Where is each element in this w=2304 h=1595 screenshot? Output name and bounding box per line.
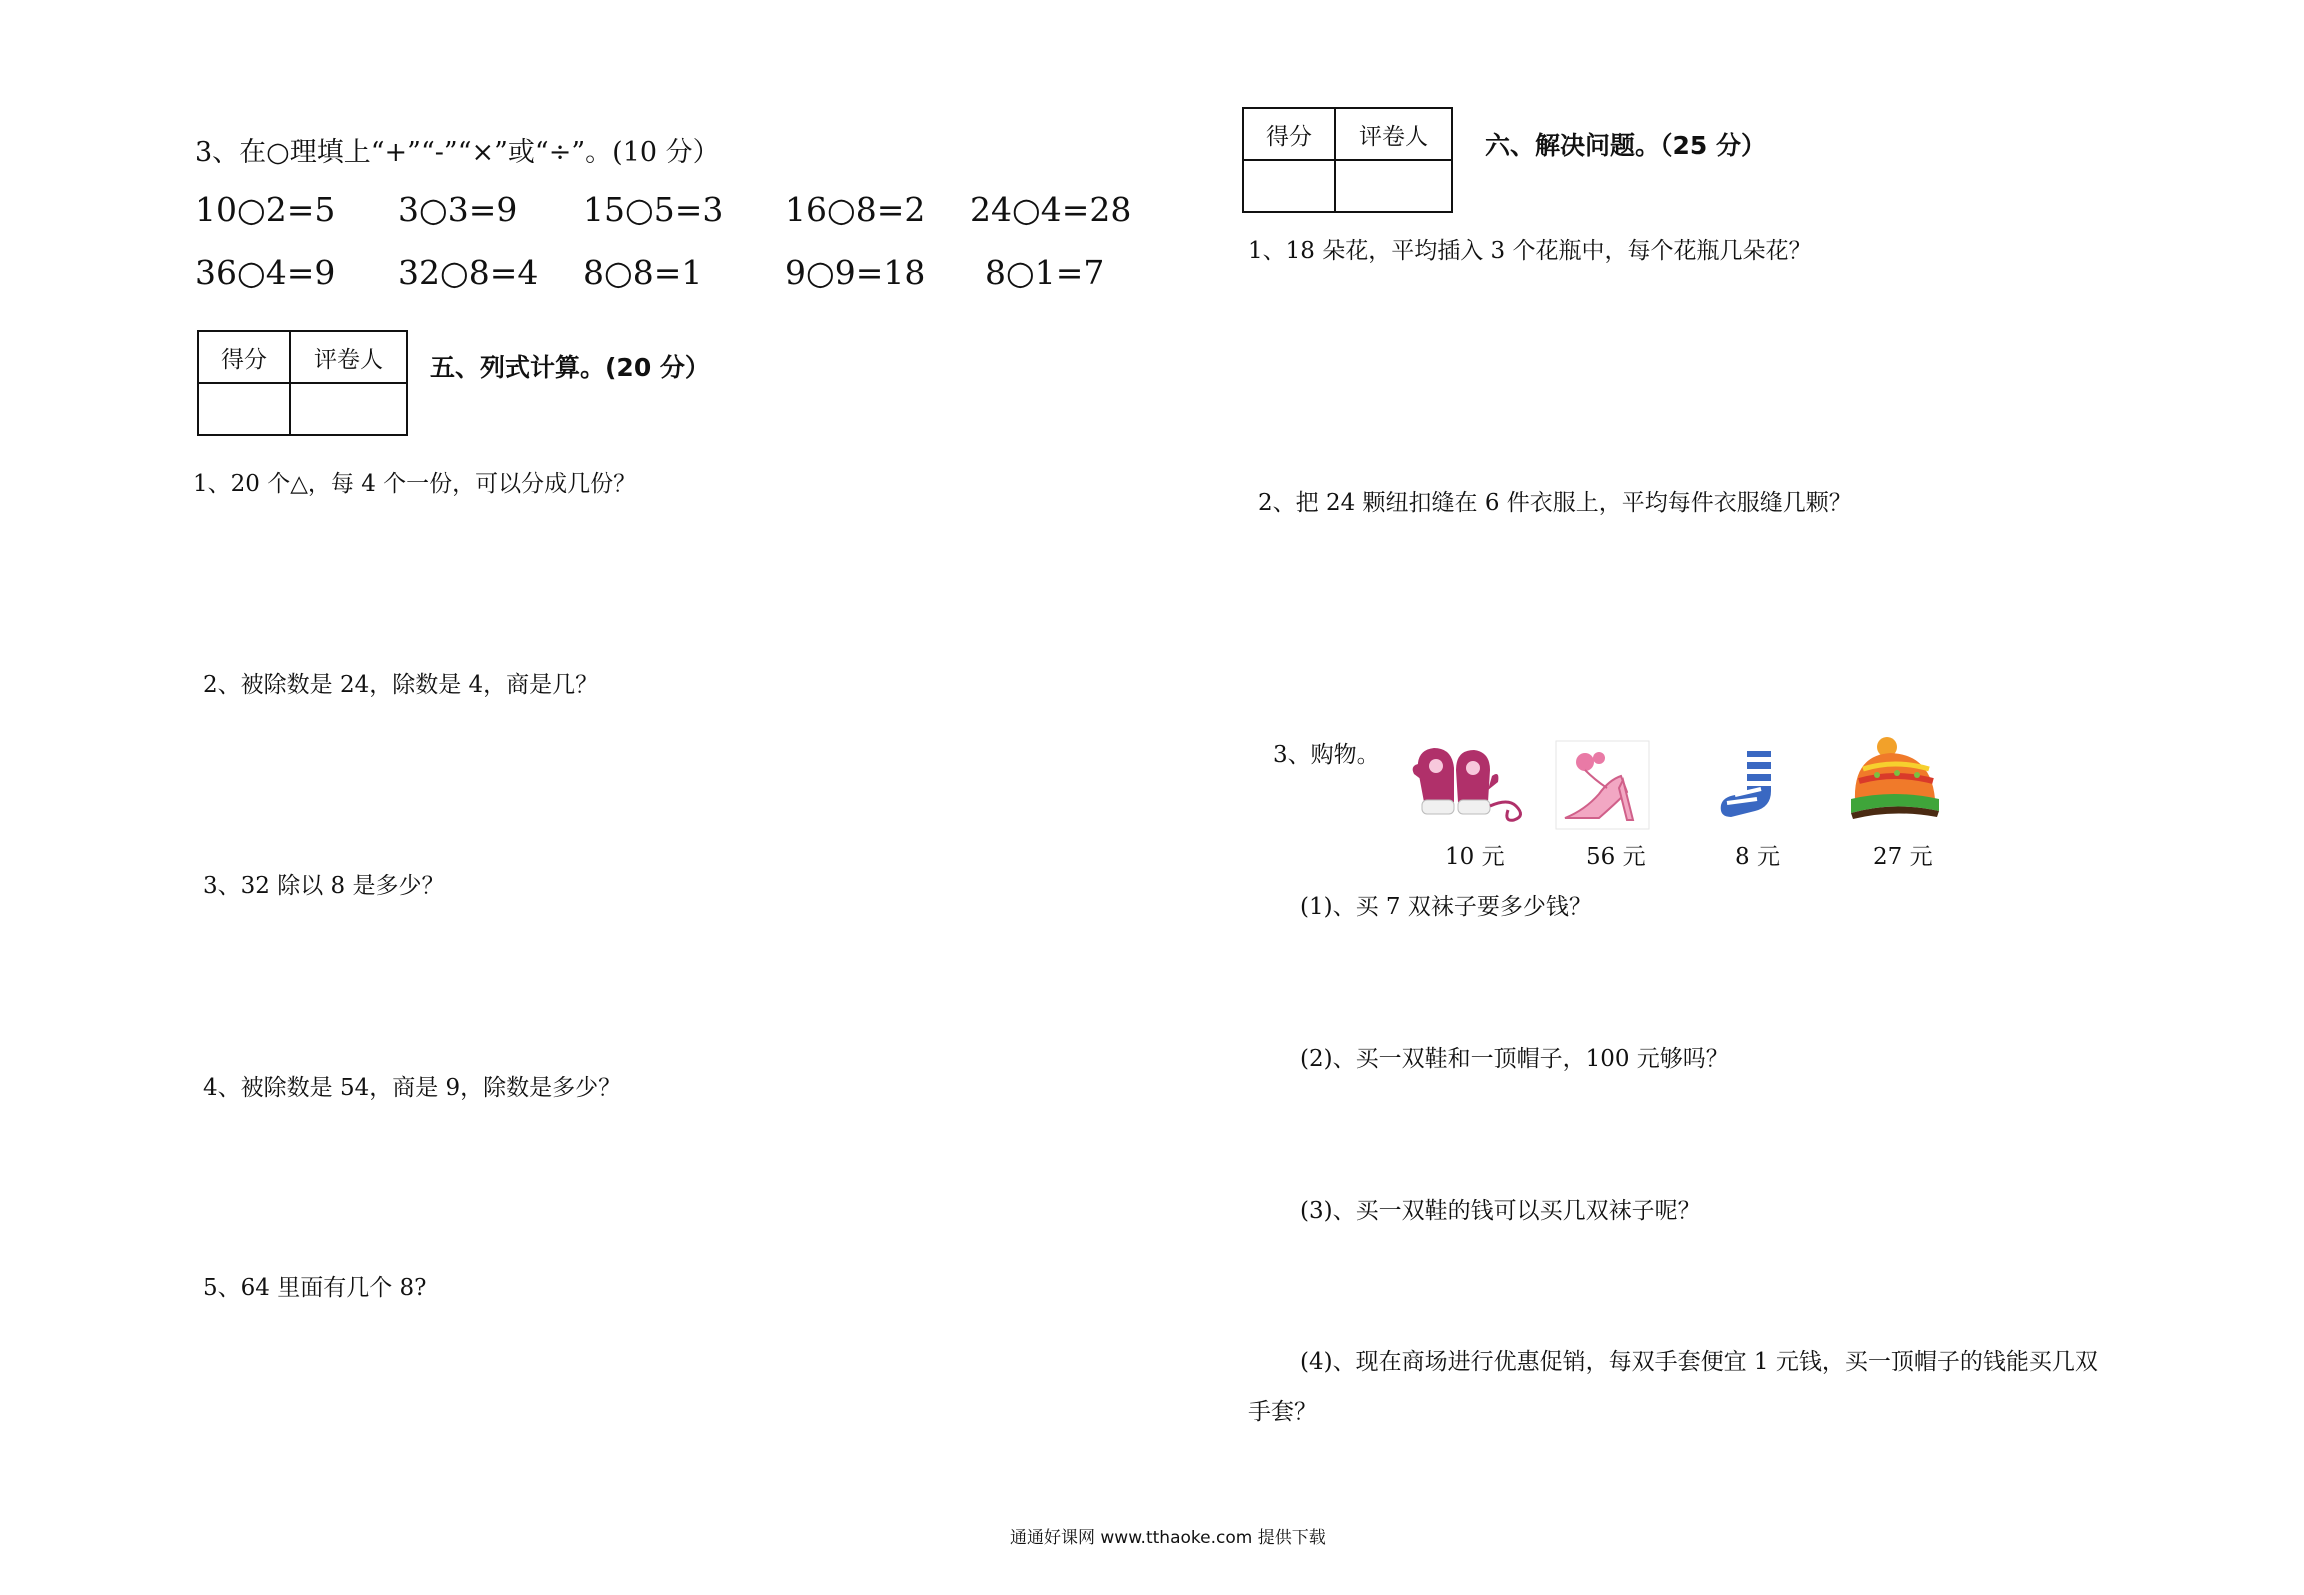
question: 5、64 里面有几个 8? bbox=[203, 1275, 427, 1301]
socks-icon bbox=[1705, 745, 1790, 825]
knit-hat-icon bbox=[1845, 735, 1945, 825]
question: 2、把 24 颗纽扣缝在 6 件衣服上，平均每件衣服缝几颗？ bbox=[1258, 490, 1852, 516]
mittens-icon bbox=[1410, 740, 1535, 830]
footer-credit: 通通好课网 www.tthaoke.com 提供下载 bbox=[1010, 1528, 1326, 1548]
equation: 32○8=4 bbox=[398, 253, 539, 292]
question: 2、被除数是 24，除数是 4，商是几？ bbox=[203, 672, 599, 698]
score-header: 得分 bbox=[198, 331, 290, 383]
score-table bbox=[1242, 107, 1453, 213]
question: 1、18 朵花，平均插入 3 个花瓶中，每个花瓶几朵花？ bbox=[1248, 238, 1812, 264]
question: 3、购物。 bbox=[1273, 742, 1380, 768]
question: 4、被除数是 54，商是 9，除数是多少？ bbox=[203, 1075, 622, 1101]
score-table bbox=[197, 330, 408, 436]
equation: 8○1=7 bbox=[985, 253, 1105, 292]
price-label: 10 元 bbox=[1445, 844, 1505, 870]
equation: 24○4=28 bbox=[970, 190, 1132, 229]
section5-title: 五、列式计算。(20 分） bbox=[430, 353, 710, 382]
grader-header: 评卷人 bbox=[1335, 108, 1452, 160]
score-cell[interactable] bbox=[198, 383, 290, 435]
price-label: 56 元 bbox=[1586, 844, 1646, 870]
equation: 15○5=3 bbox=[583, 190, 724, 229]
sub-question: (4)、现在商场进行优惠促销，每双手套便宜 1 元钱，买一顶帽子的钱能买几双 bbox=[1300, 1349, 2098, 1375]
q3-title: 3、在○理填上“+”“-”“×”或“÷”。(10 分） bbox=[195, 137, 720, 168]
equation: 9○9=18 bbox=[785, 253, 926, 292]
price-label: 27 元 bbox=[1873, 844, 1933, 870]
grader-header: 评卷人 bbox=[290, 331, 407, 383]
price-label: 8 元 bbox=[1735, 844, 1780, 870]
sub-question: (2)、买一双鞋和一顶帽子，100 元够吗？ bbox=[1300, 1046, 1729, 1072]
grader-cell[interactable] bbox=[290, 383, 407, 435]
equation: 8○8=1 bbox=[583, 253, 703, 292]
score-header: 得分 bbox=[1243, 108, 1335, 160]
sub-question: (3)、买一双鞋的钱可以买几双袜子呢？ bbox=[1300, 1198, 1701, 1224]
sub-question: (1)、买 7 双袜子要多少钱？ bbox=[1300, 894, 1592, 920]
question: 1、20 个△，每 4 个一份，可以分成几份？ bbox=[193, 471, 637, 497]
section6-title: 六、解决问题。（25 分） bbox=[1485, 131, 1766, 160]
equation: 16○8=2 bbox=[785, 190, 926, 229]
grader-cell[interactable] bbox=[1335, 160, 1452, 212]
equation: 10○2=5 bbox=[195, 190, 336, 229]
score-cell[interactable] bbox=[1243, 160, 1335, 212]
sub-question-continuation: 手套？ bbox=[1248, 1399, 1317, 1425]
equation: 3○3=9 bbox=[398, 190, 518, 229]
equation: 36○4=9 bbox=[195, 253, 336, 292]
question: 3、32 除以 8 是多少？ bbox=[203, 873, 445, 899]
high-heel-shoe-icon bbox=[1555, 740, 1650, 830]
